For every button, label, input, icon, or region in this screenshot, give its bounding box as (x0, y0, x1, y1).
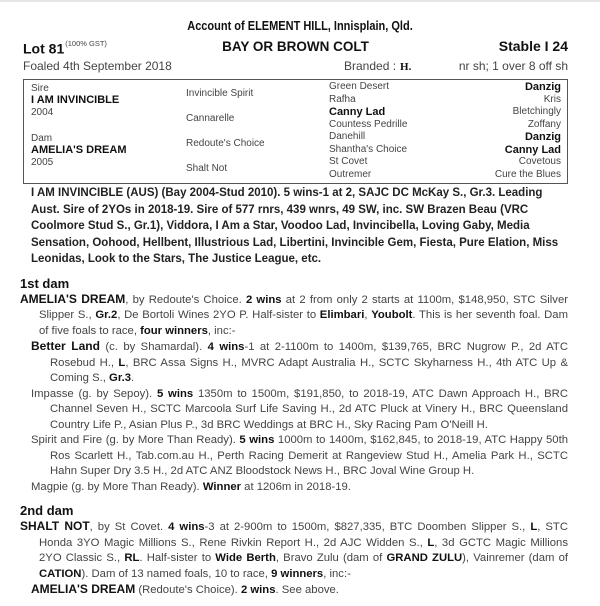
emphasis-text: L (427, 536, 435, 549)
pedigree-gen2-name: Cannarelle (186, 113, 235, 124)
emphasis-text: AMELIA'S DREAM (31, 582, 136, 596)
pedigree-gen2-name: Redoute's Choice (186, 138, 265, 149)
emphasis-text: Gr.3 (109, 372, 132, 384)
entry-text: Impasse (g. by Sepoy). (31, 387, 157, 400)
entry-text: . This is her seventh foal. Dam of five foals to race, (39, 309, 568, 337)
first-dam-heading: 1st dam (20, 275, 70, 291)
entry-text: Magpie (g. by More Than Ready). (31, 480, 203, 493)
vendor-account: Account of ELEMENT HILL, Innisplain, Qld. (187, 19, 413, 33)
entry-text: , inc:- (207, 324, 236, 337)
entry-text: Spirit and Fire (g. by More Than Ready). (31, 434, 240, 446)
emphasis-text: RL (124, 552, 140, 564)
entry-text: , by Redoute's Choice. (125, 293, 246, 306)
foaling-row (23, 58, 568, 75)
pedigree-gen4-name: Danzig (524, 131, 561, 143)
first-dam-entry (20, 292, 568, 340)
emphasis-text: AMELIA'S DREAM (20, 291, 126, 306)
pedigree-gen1-column (31, 81, 186, 181)
dam-block (31, 131, 186, 181)
pedigree-table (23, 79, 568, 184)
branded (344, 58, 411, 75)
entry-text: -3 at 2-900m to 1500m, $827,335, BTC Doomben Slipper S., (204, 521, 531, 533)
pedigree-gen3-name: Rafha (329, 93, 356, 105)
pedigree-gen4-name: Canny Lad (504, 143, 561, 156)
pedigree-gen3-name: Shantha's Choice (329, 143, 408, 155)
sire-year: 2004 (31, 106, 54, 118)
entry-text: 1350m to 1500m, $191,850, to 2018-19, ATC Dawn Approach H., BRC Channel Seven H., SCTC Marcoola Surf Life Saving H., 2d ATC Pluck at Vinery H., BRC Queensland Country Life P., Asian Plus P., 3d BRC Weddings at BRC H., Sky Racing Pam O'Neill H. (50, 387, 568, 431)
entry-text: , De Bortoli Wines 2YO P. Half-sister to (117, 309, 320, 321)
entry-text: ), Vainremer (dam of (462, 552, 568, 564)
entry-text: , BRC Assa Signs H., MVRC Adapt Australia H., SCTC Skyharness H., 4th ATC Up & Coming S., (50, 356, 569, 384)
emphasis-text: 4 wins (168, 521, 205, 533)
lot-label: Lot 81 (23, 40, 65, 57)
brand-marks: nr sh; 1 over 8 off sh (458, 59, 568, 73)
entry-text: . (131, 372, 135, 384)
emphasis-text: L (530, 521, 538, 533)
progeny-entry (31, 582, 568, 599)
entry-text: (c. by Shamardal). (99, 341, 208, 353)
first-dam-progeny-list (0, 339, 600, 495)
entry-text: , by St Covet. (89, 521, 169, 533)
pedigree-gen4-name: Kris (543, 93, 561, 105)
pedigree-gen4-name: Covetous (518, 156, 561, 167)
entry-text: at 2 from only 2 starts at 1100m, $148,950, STC Silver Slipper S., (39, 293, 568, 321)
emphasis-text: 4 wins (207, 341, 245, 353)
progeny-entry (31, 339, 568, 387)
sire-block (31, 81, 186, 131)
foaled-date: Foaled 4th September 2018 (23, 59, 172, 73)
pedigree-gen4-name: Bletchingly (512, 106, 561, 117)
entry-text: ). Dam of 13 named foals, 10 to race, (81, 567, 272, 580)
pedigree-gen3-column (329, 81, 495, 181)
sire-label: Sire (31, 83, 49, 94)
entry-text: , Bravo Zulu (dam of (275, 552, 387, 564)
emphasis-text: 5 wins (239, 434, 275, 446)
entry-text: . See above. (275, 584, 339, 596)
gst-note: (100% GST) (65, 39, 107, 48)
second-dam-heading: 2nd dam (20, 503, 74, 518)
emphasis-text: four winners (140, 324, 208, 337)
entry-text: at 1206m in 2018-19. (241, 480, 351, 493)
emphasis-text: 2 wins (245, 293, 282, 306)
pedigree-gen3-name: Green Desert (329, 81, 390, 92)
emphasis-text: Winner (202, 480, 242, 493)
dam-name: AMELIA'S DREAM (31, 144, 127, 156)
pedigree-gen2-name: Invincible Spirit (186, 88, 254, 99)
emphasis-text: 5 wins (156, 387, 194, 400)
pedigree-gen2-column (186, 81, 329, 181)
entry-text: , inc:- (323, 567, 351, 580)
pedigree-gen4-name: Danzig (524, 81, 561, 93)
entry-text: , 3d GCTC Magic Millions 2YO Classic S., (39, 536, 568, 564)
entry-text: . Half-sister to (139, 552, 216, 564)
pedigree-gen4-name: Cure the Blues (494, 168, 561, 180)
emphasis-text: 2 wins (240, 584, 276, 596)
emphasis-text: Gr.2 (95, 309, 118, 321)
lot-header-row (23, 37, 568, 56)
entry-text: , (364, 309, 372, 321)
pedigree-gen3-name: Outremer (329, 168, 372, 180)
second-dam-entry (20, 519, 568, 582)
emphasis-text: SHALT NOT (20, 519, 90, 533)
pedigree-gen4-column (495, 81, 561, 181)
stable-number: Stable I 24 (498, 38, 568, 54)
dam-year: 2005 (31, 156, 54, 168)
emphasis-text: Elimbari (319, 309, 365, 321)
emphasis-text: CATION (39, 567, 82, 580)
entry-text: -1 at 2-1100m to 1400m, $139,765, BRC Nugrow P., 2d ATC Rosebud H., (50, 341, 568, 369)
entry-text: , STC Honda 3YO Magic Millions S., Rene Rivkin Report H., 2d AJC Widden S., (39, 521, 568, 549)
pedigree-gen3-name: Canny Lad (329, 106, 386, 118)
sire-summary: I AM INVINCIBLE (AUS) (Bay 2004-Stud 2010). 5 wins-1 at 2, SAJC DC McKay S., Gr.3. Leading Aust. Sire of 2YOs in 2018-19. Sire of 577 rnrs, 439 wnrs, 49 SW, inc. SW Brazen Beau (VRC Coolmore Stud S., Gr.1), Viddora, I Am a Star, Voodoo Lad, Invincibella, Loving Gaby, Media Sensation, Oohood, Hellbent, Illustrious Lad, Libertini, Invincible Gem, Fiesta, Pure Elation, Miss Leonidas, Look to the Stars, The Justice League, etc. (31, 187, 559, 265)
pedigree-gen3-name: Danehill (329, 131, 366, 142)
second-dam-progeny-list (0, 582, 600, 599)
emphasis-text: GRAND ZULU (386, 552, 463, 564)
emphasis-text: L (118, 356, 126, 369)
lot-number (23, 37, 107, 58)
emphasis-text: Youbolt (371, 309, 413, 321)
progeny-entry (31, 387, 568, 434)
emphasis-text: 9 winners (271, 567, 324, 580)
pedigree-gen3-name: Countess Pedrille (329, 118, 408, 130)
dam-label: Dam (31, 133, 53, 144)
pedigree-gen4-name: Zoffany (527, 118, 561, 130)
progeny-entry (31, 480, 568, 496)
branded-label: Branded : (344, 59, 397, 73)
pedigree-gen3-name: St Covet (329, 156, 368, 167)
entry-text: (Redoute's Choice). (135, 584, 241, 596)
colour-sex: BAY OR BROWN COLT (222, 39, 369, 54)
progeny-entry (31, 433, 568, 480)
entry-text: 1000m to 1400m, $162,845, to 2018-19, ATC Happy 50th Ros Scarlett H., Tab.com.au H., Perth Racing Demerit at Rangeview Stud H., Amelia Park H., SCTC Hahn Super Dry 3.5 H., 2d ATC ANZ Bloodstock News H., BRC Joval Wine Group H. (50, 434, 569, 477)
emphasis-text: Better Land (31, 339, 100, 353)
emphasis-text: Wide Berth (215, 552, 276, 564)
sire-name: I AM INVINCIBLE (31, 94, 120, 106)
top-divider (0, 0, 600, 2)
pedigree-gen2-name: Shalt Not (186, 163, 228, 174)
brand-mark: H. (400, 61, 412, 73)
